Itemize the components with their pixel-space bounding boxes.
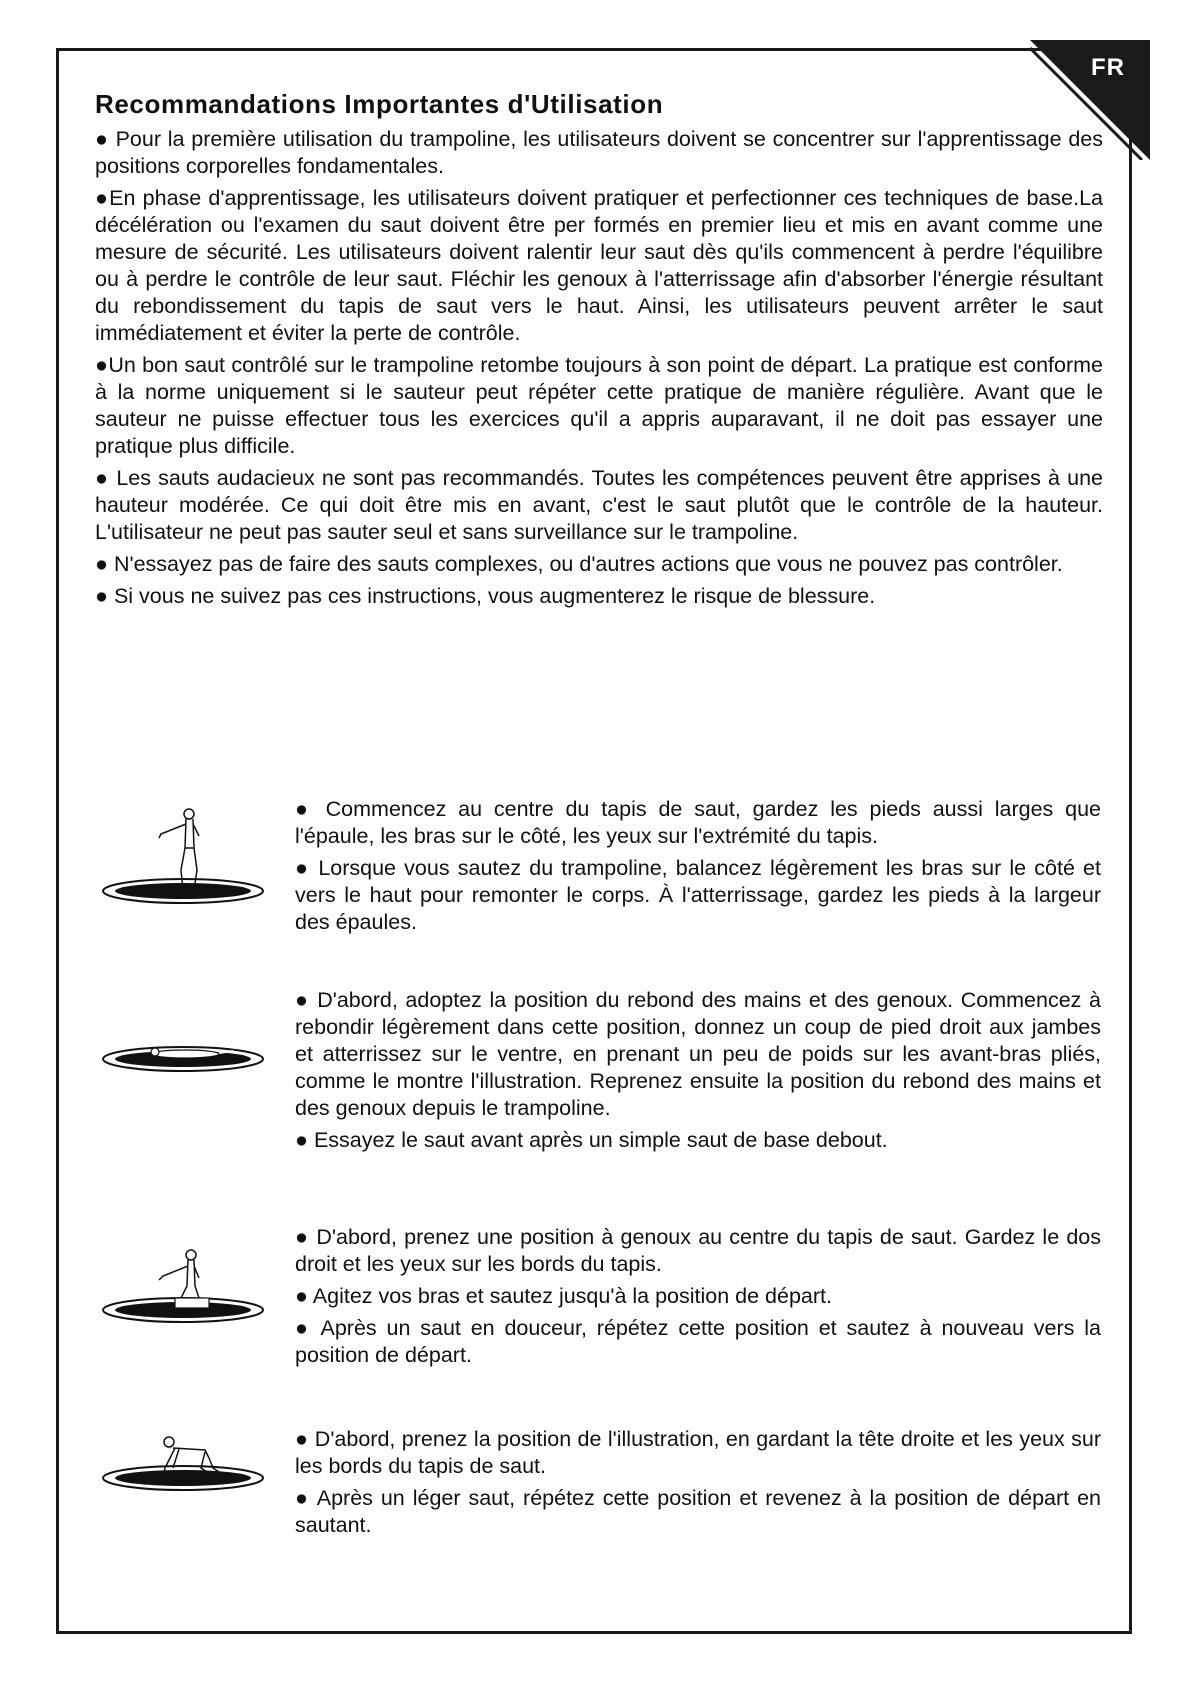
section-paragraph: ● D'abord, prenez la position de l'illustration, en gardant la tête droite et les yeux sur les bords du tapis de saut.: [295, 1427, 1101, 1478]
section-paragraph: ● Après un saut en douceur, répétez cette position et sautez à nouveau vers la position de départ.: [295, 1316, 1101, 1367]
kneeling-figure-illustration: [101, 1246, 267, 1326]
intro-paragraph: ● Si vous ne suivez pas ces instructions, vous augmenterez le risque de blessure.: [95, 584, 876, 608]
section-paragraph: ● Commencez au centre du tapis de saut, gardez les pieds aussi larges que l'épaule, les bras sur le côté, les yeux sur l'extrémité du tapis.: [295, 797, 1101, 848]
intro-paragraph: ● N'essayez pas de faire des sauts complexes, ou d'autres actions que vous ne pouvez pas contrôler.: [95, 552, 1063, 576]
section-paragraph: ● Lorsque vous sautez du trampoline, balancez légèrement les bras sur le côté et vers le haut pour remonter le corps. À l'atterrissage, gardez les pieds à la largeur des épaules.: [295, 856, 1101, 934]
intro-paragraph: ● Les sauts audacieux ne sont pas recommandés. Toutes les compétences peuvent être apprises à une hauteur modérée. Ce qui doit être mis en avant, c'est le saut plutôt que le contrôle de la hauteur. L'utilisateur ne peut pas sauter seul et sans surveillance sur le trampoline.: [95, 466, 1103, 544]
section-paragraph: ● Après un léger saut, répétez cette position et revenez à la position de départ en sautant.: [295, 1486, 1101, 1537]
language-badge: FR: [1091, 54, 1125, 81]
section-text: [295, 1224, 1101, 1374]
section-paragraph: ● Essayez le saut avant après un simple saut de base debout.: [295, 1128, 888, 1152]
section-paragraph: ● D'abord, prenez une position à genoux au centre du tapis de saut. Gardez le dos droit et les yeux sur les bords du tapis.: [295, 1225, 1101, 1276]
lying-figure-illustration: [101, 1039, 267, 1079]
intro-paragraph: ● Pour la première utilisation du trampoline, les utilisateurs doivent se concentrer sur l'apprentissage des positions corporelles fondamentales.: [95, 127, 1103, 178]
hands-knees-figure-illustration: [101, 1434, 267, 1494]
standing-figure-illustration: [101, 800, 267, 906]
section-text: [295, 987, 1101, 1159]
intro-paragraph: ●En phase d'apprentissage, les utilisateurs doivent pratiquer et perfectionner ces techniques de base.La décélération ou l'examen du saut doivent être per formés en premier lieu et mis en avant comme une mesure de sécurité. Les utilisateurs doivent ralentir leur saut dès qu'ils commencent à perdre l'équilibre ou à perdre le contrôle de leur saut. Fléchir les genoux à l'atterrissage afin d'absorber l'énergie résultant du rebondissement du tapis de saut vers le haut. Ainsi, les utilisateurs peuvent arrêter le saut immédiatement et éviter la perte de contrôle.: [95, 186, 1103, 345]
section-text: [295, 796, 1101, 941]
intro-text: [95, 126, 1103, 615]
section-paragraph: ● D'abord, adoptez la position du rebond des mains et des genoux. Commencez à rebondir légèrement dans cette position, donnez un coup de pied droit aux jambes et atterrissez sur le ventre, en prenant un peu de poids sur les avant-bras pliés, comme le montre l'illustration. Reprenez ensuite la position du rebond des mains et des genoux depuis le trampoline.: [295, 988, 1101, 1120]
page-title: Recommandations Importantes d'Utilisation: [95, 89, 664, 119]
section-paragraph: ● Agitez vos bras et sautez jusqu'à la position de départ.: [295, 1284, 832, 1308]
section-text: [295, 1426, 1101, 1544]
intro-paragraph: ●Un bon saut contrôlé sur le trampoline retombe toujours à son point de départ. La pratique est conforme à la norme uniquement si le sauteur peut répéter cette pratique de manière régulière. Avant que le sauteur ne puisse effectuer tous les exercices qu'il a appris auparavant, il ne doit pas essayer une pratique plus difficile.: [95, 353, 1103, 458]
